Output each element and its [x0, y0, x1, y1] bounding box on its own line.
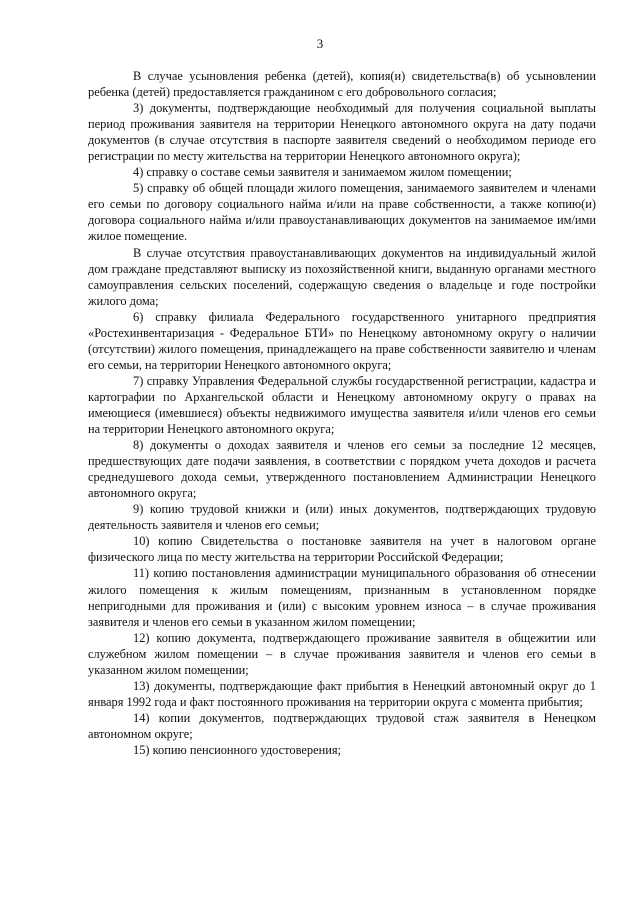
paragraph-item-3: 3) документы, подтверждающие необходимый для получения социальной выплаты период проживания заявителя на территории Ненецкого автономного округа на дату подачи документов (в случае отсутствия в паспорте заявителя сведений о необходимом периоде его регистрации по месту жительства на территории Ненецкого автономного округа); — [88, 101, 596, 164]
document-body — [88, 68, 596, 758]
paragraph-item-12: 12) копию документа, подтверждающего проживание заявителя в общежитии или служебном жилом помещении – в случае проживания заявителя и членов его семьи в указанном жилом помещении; — [88, 630, 596, 677]
paragraph-item-15: 15) копию пенсионного удостоверения; — [133, 742, 341, 757]
paragraph-item-5: 5) справку об общей площади жилого помещения, занимаемого заявителем и членами его семьи по договору социального найма и/или на праве собственности, а также копию(и) договора социального найма и/или правоустанавливающих документов на занимаемое им/ими жилое помещение. — [88, 181, 596, 244]
paragraph-item-7: 7) справку Управления Федеральной службы государственной регистрации, кадастра и картографии по Архангельской области и Ненецкому автономному округу о правах на имеющиеся (имевшиеся) объекты недвижимого имущества заявителя и/или членов его семьи на территории Ненецкого автономного округа; — [88, 373, 596, 437]
paragraph-item-4: 4) справку о составе семьи заявителя и занимаемом жилом помещении; — [133, 165, 512, 180]
page-number: 3 — [316, 36, 324, 51]
paragraph-item-14: 14) копии документов, подтверждающих трудовой стаж заявителя в Ненецком автономном округе; — [88, 710, 596, 741]
paragraph-item-8: 8) документы о доходах заявителя и членов его семьи за последние 12 месяцев, предшествующих дате подачи заявления, в соответствии с порядком учета доходов и расчета среднедушевого дохода семьи, утвержденного постановлением Администрации Ненецкого автономного округа; — [88, 438, 596, 501]
paragraph-no-title-documents: В случае отсутствия правоустанавливающих документов на индивидуальный жилой дом граждане представляют выписку из похозяйственной книги, выданную органами местного самоуправления сельских поселений, содержащую сведения о владельце и годе постройки жилого дома; — [88, 245, 596, 308]
paragraph-item-13: 13) документы, подтверждающие факт прибытия в Ненецкий автономный округ до 1 января 1992 года и факт постоянного проживания на территории округа с момента прибытия; — [88, 678, 596, 709]
paragraph-item-9: 9) копию трудовой книжки и (или) иных документов, подтверждающих трудовую деятельность заявителя и членов его семьи; — [88, 502, 596, 533]
paragraph-item-6: 6) справку филиала Федерального государственного унитарного предприятия «Ростехинвентаризация - Федеральное БТИ» по Ненецкому автономному округу о наличии (отсутствии) жилого помещения, принадлежащего на праве собственности заявителю и членам его семьи, на территории Ненецкого автономного округа; — [88, 309, 596, 372]
paragraph-adoption: В случае усыновления ребенка (детей), копия(и) свидетельства(в) об усыновлении ребенка (детей) предоставляется гражданином с его добровольного согласия; — [88, 69, 596, 100]
paragraph-item-10: 10) копию Свидетельства о постановке заявителя на учет в налоговом органе физического лица по месту жительства на территории Российской Федерации; — [88, 534, 596, 565]
paragraph-item-11: 11) копию постановления администрации муниципального образования об отнесении жилого помещения к жилым помещениям, признанным в установленном порядке непригодными для проживания и (или) с высоким уровнем износа – в случае проживания заявителя и членов его семьи в указанном жилом помещении; — [88, 566, 596, 629]
